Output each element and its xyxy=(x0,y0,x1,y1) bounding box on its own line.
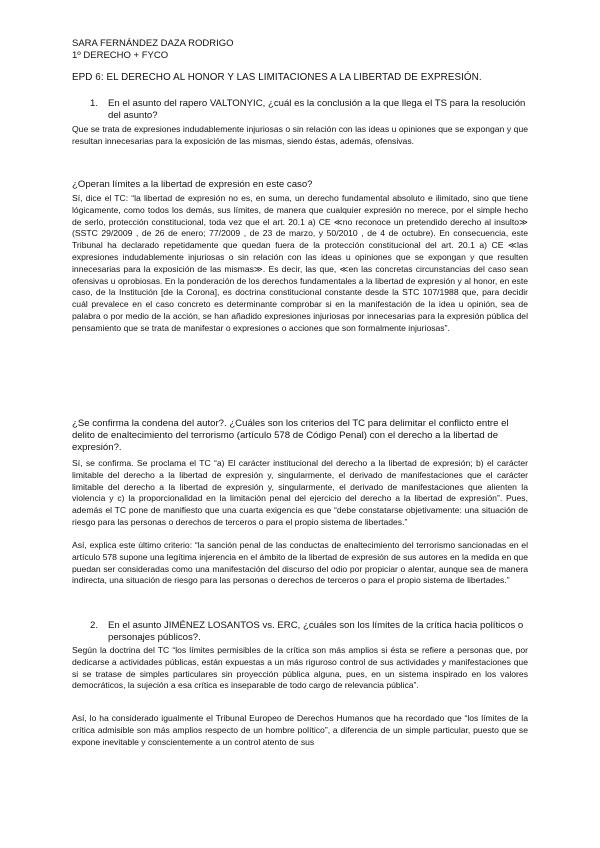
course-label: 1º DERECHO + FYCO xyxy=(72,50,169,61)
answer-2-continued: Así, lo ha considerado igualmente el Tribunal Europeo de Derechos Humanos que ha recordado que “los límites de la crítica admisible son más amplios respecto de un hombre político”, a diferencia de un simple particular, puesto que se expone inevitable y conscientemente a un control atento de sus xyxy=(72,713,528,747)
question-1-text: En el asunto del rapero VALTONYIC, ¿cuál es la conclusión a la que llega el TS para la resolución del asunto? xyxy=(108,98,526,121)
answer-1c: Sí, se confirma. Se proclama el TC “a) El carácter institucional del derecho a la libertad de expresión; b) el carácter limitable del derecho a la libertad de expresión y, singularmente, el derivado de manifestaciones que el carácter limitable del derecho a la libertad de expresión y, singularmente, el derivado de manifestaciones que alienten la violencia y c) la proporcionalidad en la limitación penal del ejercicio del derecho a la libertad de expresión”. Pues, además el TC pone de manifiesto que una cuarta exigencia es que “debe constatarse objetivamente: una situación de riesgo para las personas o derechos de terceros o para el propio sistema de libertades.” xyxy=(72,458,528,527)
question-2-text: En el asunto JIMÉNEZ LOSANTOS vs. ERC, ¿cuáles son los límites de la crítica hacia políticos o personajes públicos?. xyxy=(108,620,524,643)
question-2-number: 2. xyxy=(90,620,99,631)
document-title: EPD 6: EL DERECHO AL HONOR Y LAS LIMITACIONES A LA LIBERTAD DE EXPRESIÓN. xyxy=(72,72,482,83)
answer-2: Según la doctrina del TC “los límites permisibles de la crítica son más amplios si ésta se refiere a personas que, por dedicarse a actividades públicas, están expuestas a un más riguroso control de sus actividades y manifestaciones que si se tratase de simples particulares sin proyección pública alguna, pues, en un sistema inspirado en los valores democráticos, la sujeción a esa crítica es inseparable de todo cargo de relevancia pública”. xyxy=(72,645,528,691)
question-1c-text: ¿Se confirma la condena del autor?. ¿Cuáles son los criterios del TC para delimitar el conflicto entre el delito de enaltecimiento del terrorismo (artículo 578 de Código Penal) con el derecho a la libertad de expresión?. xyxy=(72,418,509,453)
answer-1c-continued: Así, explica este último criterio: “la sanción penal de las conductas de enaltecimiento del terrorismo sancionadas en el artículo 578 supone una legítima injerencia en el ámbito de la libertad de expresión de sus autores en la medida en que puedan ser consideradas como una manifestación del discurso del odio por propiciar o alentar, aunque sea de manera indirecta, una situación de riesgo para las personas o derechos de terceros o para el propio sistema de libertades.” xyxy=(72,540,528,586)
question-1b-text: ¿Operan límites a la libertad de expresión en este caso? xyxy=(72,179,313,190)
author-name: SARA FERNÁNDEZ DAZA RODRIGO xyxy=(72,38,234,49)
question-1-number: 1. xyxy=(90,98,99,109)
answer-1b: Sí, dice el TC: “la libertad de expresión no es, en suma, un derecho fundamental absoluto e ilimitado, sino que tiene lógicamente, como todos los demás, sus límites, de manera que cualquier expresión no merece, por el simple hecho de serlo, protección constitucional, toda vez que el art. 20.1 a) CE ≪no reconoce un pretendido derecho al insulto≫ (SSTC 29/2009 , de 26 de enero; 77/2009 , de 23 de marzo, y 50/2010 , de 4 de octubre). En consecuencia, este Tribunal ha declarado repetidamente que quedan fuera de la protección constitucional del art. 20.1 a) CE ≪las expresiones indudablemente injuriosas o sin relación con las ideas u opiniones que se expongan y que resulten innecesarias para la exposición de las mismas≫. Es decir, las que, ≪en las concretas circunstancias del caso sean ofensivas u oprobiosas. En la ponderación de los derechos fundamentales a la libertad de expresión y al honor, en este caso, de la Institución [de la Corona], es doctrina constitucional constante desde la STC 107/1988 que, para decidir cuál prevalece en el caso concreto es determinante comprobar si en la manifestación de la idea u opinión, sea de palabra o por medio de la acción, se han añadido expresiones injuriosas por innecesarias para la expresión pública del pensamiento que se trata de manifestar o expresiones o acciones que son formalmente injuriosas”. xyxy=(72,193,528,333)
answer-1: Que se trata de expresiones indudablemente injuriosas o sin relación con las ideas u opiniones que se expongan y que resultan innecesarias para la exposición de las mismas, siendo éstas, además, ofensivas. xyxy=(72,124,528,146)
